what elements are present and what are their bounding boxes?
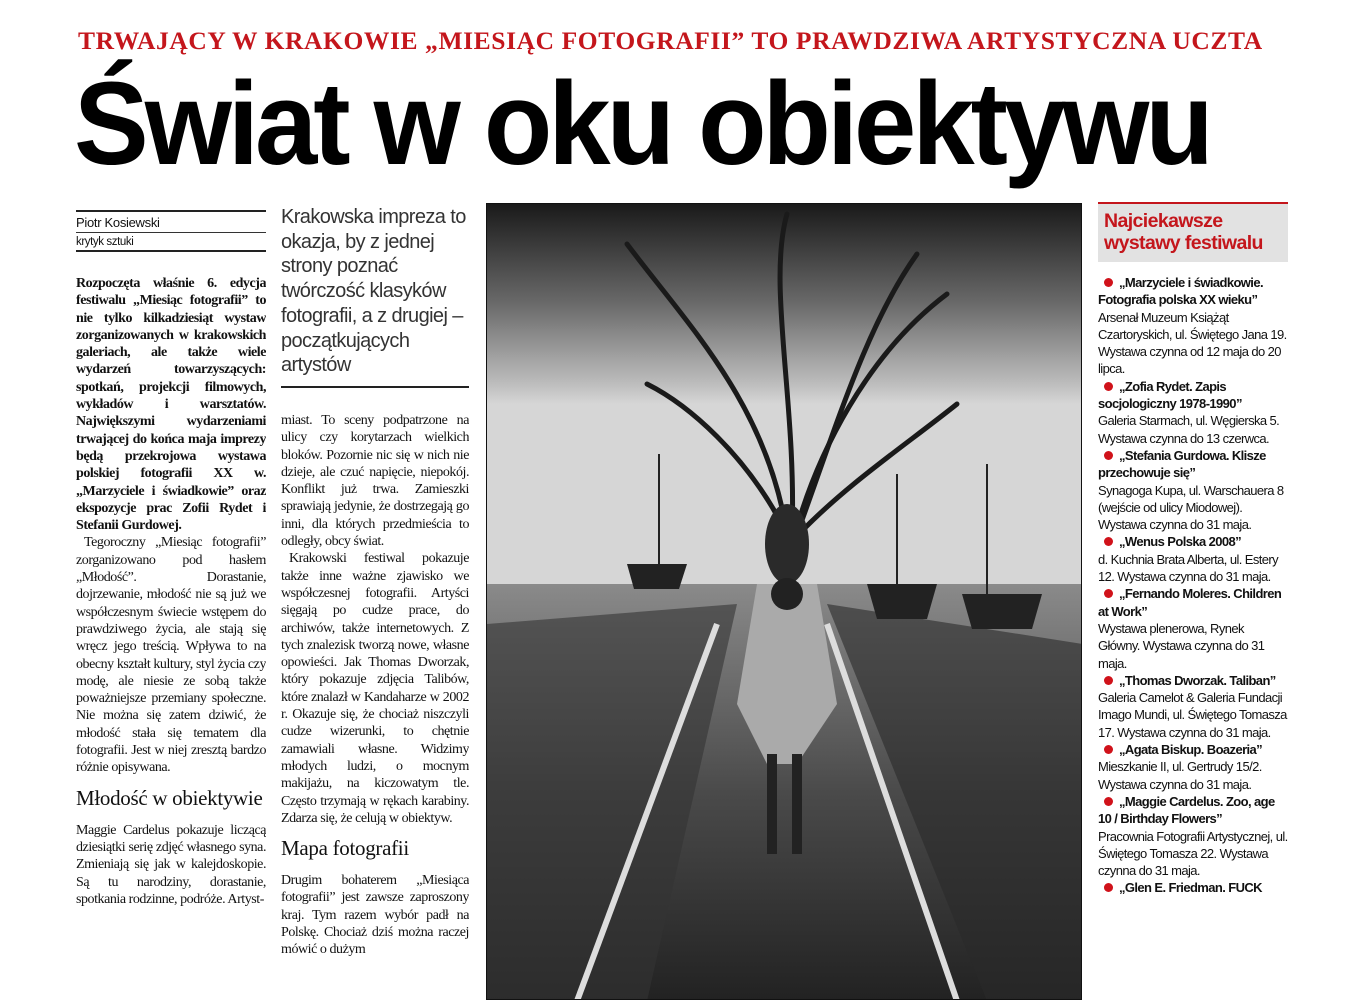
list-item: „Stefania Gurdowa. Klisze przechowuje się” Synagoga Kupa, ul. Warschauera 8 (wejście od ulicy Miodowej). Wystawa czynna do 31 maja. — [1098, 447, 1284, 533]
lead-paragraph: Rozpoczęta właśnie 6. edycja festiwalu „Miesiąc fotografii” to nie tylko kilkadziesiąt wystaw zorganizowanych w krakowskich galeriach, ale także wiele wydarzeń towarzyszących: spotkań, projekcji filmowych, wykładów i warsztatów. Największymi wydarzeniami trwającej do końca maja imprezy będą przekrojowa wystawa polskiej fotografii XX w. „Marzyciele i świadkowie” oraz ekspozycje prac Zofii Rydet i Stefanii Gurdowej. — [76, 276, 266, 534]
subheading: Mapa fotografii — [281, 836, 409, 861]
bullet-icon — [1104, 382, 1113, 391]
author-name: Piotr Kosiewski — [76, 212, 266, 233]
bullet-icon — [1104, 278, 1113, 287]
list-item: „Maggie Cardelus. Zoo, age 10 / Birthday Flowers” Pracownia Fotografii Artystycznej, ul. Świętego Tomasza 22. Wystawa czynna do 31 maja. — [1098, 793, 1288, 879]
list-item: „Fernando Moleres. Children at Work” Wystawa plenerowa, Rynek Główny. Wystawa czynna do 31 maja. — [1098, 586, 1282, 671]
list-item: „Marzyciele i świadkowie. Fotografia polska XX wieku” Arsenał Muzeum Książąt Czartoryskich, ul. Świętego Jana 19. Wystawa czynna od 12 maja do 20 lipca. — [1098, 275, 1287, 377]
byline — [76, 210, 266, 252]
bullet-icon — [1104, 676, 1113, 685]
article-photo — [486, 203, 1082, 1000]
article-column-2 — [281, 412, 469, 1000]
paragraph: Maggie Cardelus pokazuje liczącą dziesiątki serię zdjęć własnego syna. Zmieniają się jak w kalejdoskopie. Są tu narodziny, dorastanie, spotkania rodzinne, podróże. Artyst- — [76, 822, 266, 907]
bullet-icon — [1104, 589, 1113, 598]
author-role: krytyk sztuki — [76, 233, 266, 252]
list-item: „Agata Biskup. Boazeria” Mieszkanie II, ul. Gertrudy 15/2. Wystawa czynna do 31 maja. — [1098, 742, 1263, 792]
pull-quote: Krakowska impreza to okazja, by z jednej strony poznać twórczość klasyków fotografii, a z drugiej – początkujących artystów — [281, 205, 469, 388]
bullet-icon — [1104, 451, 1113, 460]
list-item: „Wenus Polska 2008” d. Kuchnia Brata Alberta, ul. Estery 12. Wystawa czynna do 31 maja. — [1098, 534, 1279, 585]
bullet-icon — [1104, 537, 1113, 546]
article-column-1 — [76, 275, 266, 1000]
paragraph: Drugim bohaterem „Miesiąca fotografii” jest zawsze zaproszony kraj. Tym razem wybór padł na Polskę. Chociaż dziś można raczej mówić o dużym — [281, 873, 469, 958]
sidebar-title: Najciekawsze wystawy festiwalu — [1098, 202, 1288, 262]
paragraph: Tegoroczny „Miesiąc fotografii” zorganizowano pod hasłem „Młodość”. Dorastanie, dojrzewanie, młodość nie są już we współczesnym świecie wstępem do prawdziwego życia, ale stają się wręcz jego treścią. Wpływa to na obecny kształt kultury, styl życia czy modę, ale niesie ze sobą także poważniejsze przemiany społeczne. Nie można się zatem dziwić, że młodość stała się tematem dla fotografii. Jest w niej zresztą bardzo różnie opisywana. — [76, 535, 266, 776]
list-item: „Thomas Dworzak. Taliban” Galeria Camelot & Galeria Fundacji Imago Mundi, ul. Świętego Tomasza 17. Wystawa czynna do 31 maja. — [1098, 672, 1287, 740]
sidebar-exhibitions — [1098, 202, 1288, 897]
headline: Świat w oku obiektywu — [74, 58, 1210, 190]
paragraph: miast. To sceny podpatrzone na ulicy czy korytarzach wielkich bloków. Pozornie nic się w nich nie dzieje, ale czuć napięcie, niepokój. Konflikt już trwa. Zamieszki sprawiają jedynie, że dostrzegają go inni, dla których przedmieścia to odległy, obcy świat. — [281, 413, 469, 550]
list-item: „Glen E. Friedman. FUCK — [1098, 879, 1288, 896]
list-item: „Zofia Rydet. Zapis socjologiczny 1978-1990” Galeria Starmach, ul. Węgierska 5. Wystawa czynna do 13 czerwca. — [1098, 378, 1280, 446]
photo-fisherman-octopus — [487, 204, 1082, 1000]
bullet-icon — [1104, 745, 1113, 754]
paragraph: Krakowski festiwal pokazuje także inne ważne zjawisko we współczesnej fotografii. Artyści sięgają po cudze prace, do archiwów, także internetowych. Z tych znalezisk tworzą nowe, własne opowieści. Jak Thomas Dworzak, który pokazuje zdjęcia Talibów, które znalazł w Kandaharze w 2002 r. Okazuje się, że chociaż niszczyli cudze wizerunki, to chętnie zamawiali własne. Widzimy młodych ludzi, o mocnym makijażu, na kiczowatym tle. Często trzymają w rękach karabiny. Zdarza się, że celują w obiektyw. — [281, 551, 469, 826]
bullet-icon — [1104, 797, 1113, 806]
bullet-icon — [1104, 883, 1113, 892]
subheading: Młodość w obiektywie — [76, 785, 263, 810]
kicker: TRWAJĄCY W KRAKOWIE „MIESIĄC FOTOGRAFII” TO PRAWDZIWA ARTYSTYCZNA UCZTA — [78, 26, 1263, 55]
exhibition-list — [1098, 274, 1288, 897]
